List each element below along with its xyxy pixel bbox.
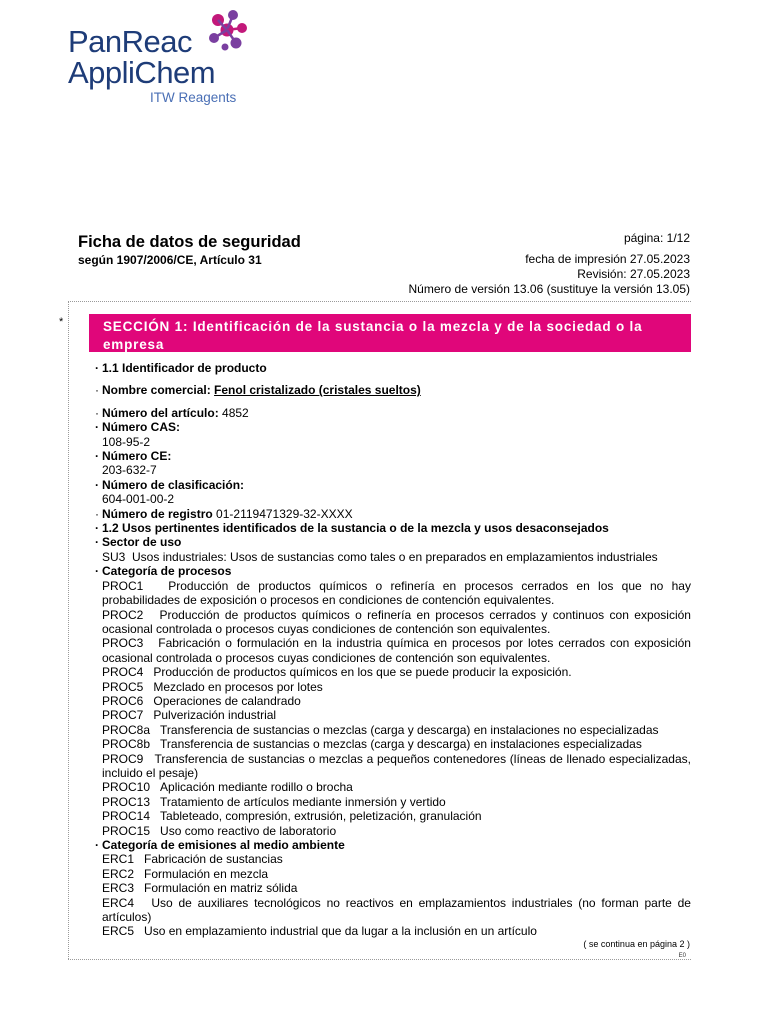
document-title: Ficha de datos de seguridad xyxy=(78,233,301,251)
process-item xyxy=(98,694,691,708)
process-code: PROC15 xyxy=(102,823,151,838)
process-code: PROC3 xyxy=(102,636,144,651)
process-code: PROC8a xyxy=(102,722,151,737)
process-code: PROC1 xyxy=(102,578,144,593)
process-item xyxy=(98,579,691,608)
emission-code: ERC3 xyxy=(102,881,135,896)
process-code: PROC6 xyxy=(102,693,144,708)
process-text: Uso como reactivo de laboratorio xyxy=(160,823,337,838)
process-text: Producción de productos químicos o refinería en procesos cerrados y continuos con exposición ocasional controlada o procesos cuyas condiciones de contención son equivalentes. xyxy=(102,607,691,636)
footer-code: E0 xyxy=(678,953,686,959)
process-text: Fabricación o formulación en la industria química en procesos por lotes cerrados con exposición ocasional controlada o procesos cuyas condiciones de contención son equivalentes. xyxy=(102,636,691,665)
trade-name-value: Fenol cristalizado (cristales sueltos) xyxy=(214,383,421,398)
emission-code: ERC1 xyxy=(102,852,135,867)
emission-text: Formulación en matriz sólida xyxy=(144,881,298,896)
continue-note: ( se continua en página 2 ) xyxy=(583,939,690,949)
emission-item xyxy=(98,881,691,895)
ce-value: 203-632-7 xyxy=(102,463,157,478)
logo-tagline: ITW Reagents xyxy=(150,90,237,105)
sector-text: Usos industriales: Usos de sustancias como tales o en preparados en emplazamientos industriales xyxy=(132,549,658,564)
version-number: Número de versión 13.06 (sustituye la versión 13.05) xyxy=(408,282,690,296)
subsection-1-1-heading: · 1.1 Identificador de producto xyxy=(98,361,691,375)
frame-bottom-border xyxy=(68,959,691,960)
process-item xyxy=(98,795,691,809)
process-text: Producción de productos químicos o refinería en procesos cerrados en los que no hay probabilidades de exposición o procesos en condiciones de contención equivalentes. xyxy=(102,578,691,608)
process-item xyxy=(98,680,691,694)
process-text: Transferencia de sustancias o mezclas (carga y descarga) en instalaciones no especializadas xyxy=(160,722,659,737)
registration-label: Número de registro xyxy=(102,506,213,521)
emission-code: ERC4 xyxy=(102,895,135,910)
frame-left-border xyxy=(68,301,69,959)
ce-label: · Número CE: xyxy=(98,449,691,463)
process-code: PROC13 xyxy=(102,794,151,809)
emission-text: Formulación en mezcla xyxy=(144,866,269,881)
trade-name-label: Nombre comercial: xyxy=(102,383,211,398)
sector-item xyxy=(98,550,691,564)
classification-label: · Número de clasificación: xyxy=(98,478,691,492)
process-text: Transferencia de sustancias o mezclas (carga y descarga) en instalaciones especializadas xyxy=(160,737,642,752)
sector-label: · Sector de uso xyxy=(98,535,691,549)
emission-item xyxy=(98,924,691,938)
emission-text: Uso de auxiliares tecnológicos no reactivos en emplazamientos industriales (no forman parte de artículos) xyxy=(102,895,691,925)
emission-text: Fabricación de sustancias xyxy=(144,852,283,867)
section-1-content xyxy=(98,361,691,939)
process-code: PROC5 xyxy=(102,679,144,694)
process-item xyxy=(98,723,691,737)
process-category-label: · Categoría de procesos xyxy=(98,564,691,578)
process-item xyxy=(98,737,691,751)
process-code: PROC7 xyxy=(102,708,144,723)
process-code: PROC10 xyxy=(102,780,151,795)
sector-code: SU3 xyxy=(102,549,126,564)
process-code: PROC8b xyxy=(102,737,151,752)
process-item xyxy=(98,665,691,679)
process-text: Tratamiento de artículos mediante inmersión y vertido xyxy=(160,794,446,809)
registration-row xyxy=(98,507,691,521)
process-item xyxy=(98,708,691,722)
process-code: PROC9 xyxy=(102,751,144,766)
emission-category-label: · Categoría de emisiones al medio ambiente xyxy=(98,838,691,852)
print-date: fecha de impresión 27.05.2023 xyxy=(525,252,690,266)
section-1-header: SECCIÓN 1: Identificación de la sustancia o la mezcla y de la sociedad o la empresa xyxy=(89,314,691,352)
company-logo xyxy=(68,6,258,110)
process-text: Transferencia de sustancias o mezclas a pequeños contenedores (líneas de llenado especializadas, incluido el pesaje) xyxy=(102,751,691,780)
subsection-1-2-heading: · 1.2 Usos pertinentes identificados de la sustancia o de la mezcla y usos desaconsejados xyxy=(98,521,691,535)
emission-item xyxy=(98,867,691,881)
process-text: Producción de productos químicos en los que se puede producir la exposición. xyxy=(153,665,572,680)
article-number-row xyxy=(98,406,691,420)
article-number-label: Número del artículo: xyxy=(102,405,219,420)
article-number-value: 4852 xyxy=(222,405,249,420)
process-item xyxy=(98,824,691,838)
emission-item xyxy=(98,896,691,925)
emission-code: ERC2 xyxy=(102,866,135,881)
logo-wordmark-line2: AppliChem xyxy=(68,55,216,90)
process-item xyxy=(98,636,691,665)
process-code: PROC4 xyxy=(102,665,144,680)
registration-value: 01-2119471329-32-XXXX xyxy=(216,506,353,521)
process-code: PROC2 xyxy=(102,607,144,622)
process-text: Mezclado en procesos por lotes xyxy=(153,679,323,694)
process-text: Pulverización industrial xyxy=(153,708,277,723)
change-marker: * xyxy=(59,316,64,328)
process-code: PROC14 xyxy=(102,809,151,824)
emission-item xyxy=(98,852,691,866)
frame-top-border xyxy=(68,301,691,302)
process-item xyxy=(98,780,691,794)
emission-code: ERC5 xyxy=(102,924,135,939)
document-subtitle: según 1907/2006/CE, Artículo 31 xyxy=(78,253,262,267)
logo-molecule-icon xyxy=(196,6,256,56)
cas-value: 108-95-2 xyxy=(102,434,151,449)
process-text: Aplicación mediante rodillo o brocha xyxy=(160,780,353,795)
classification-value: 604-001-00-2 xyxy=(102,492,175,507)
cas-label: · Número CAS: xyxy=(98,420,691,434)
logo-wordmark-line1: PanReac xyxy=(68,24,193,59)
revision-date: Revisión: 27.05.2023 xyxy=(577,267,690,281)
process-text: Tableteado, compresión, extrusión, peletización, granulación xyxy=(160,809,482,824)
process-item xyxy=(98,608,691,637)
process-item xyxy=(98,809,691,823)
page-number: página: 1/12 xyxy=(623,231,690,245)
trade-name-row xyxy=(98,383,691,397)
process-text: Operaciones de calandrado xyxy=(153,693,301,708)
emission-text: Uso en emplazamiento industrial que da lugar a la inclusión en un artículo xyxy=(144,924,537,939)
process-item xyxy=(98,752,691,781)
